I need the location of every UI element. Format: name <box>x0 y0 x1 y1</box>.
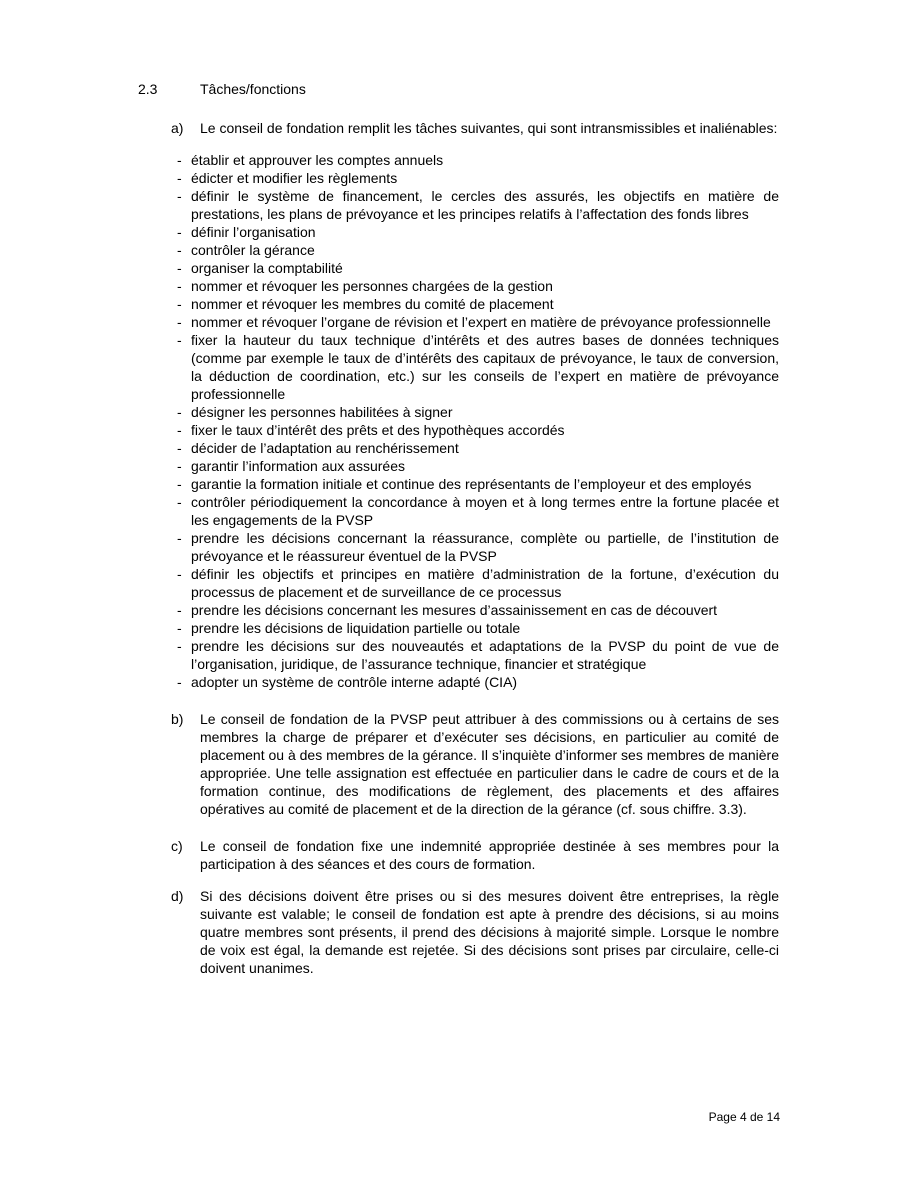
dash-bullet: - <box>177 638 182 654</box>
task-text: fixer la hauteur du taux technique d’intérêts et des autres bases de données techniques (comme par exemple le taux de d’intérêts des capitaux de prévoyance, le taux de conversion, la déduction de coordination, etc.) sur les conseils de l’expert en matière de prévoyance professionnelle <box>191 332 779 402</box>
task-text: prendre les décisions concernant la réassurance, complète ou partielle, de l’institution de prévoyance et le réassureur éventuel de la PVSP <box>191 530 779 564</box>
list-item <box>138 331 780 403</box>
dash-bullet: - <box>177 296 182 312</box>
task-text: définir l’organisation <box>191 224 316 240</box>
list-item <box>138 439 780 457</box>
dash-bullet: - <box>177 674 182 690</box>
list-item <box>138 151 780 169</box>
paragraph-b <box>138 710 780 818</box>
dash-bullet: - <box>177 260 182 276</box>
paragraph-d <box>138 887 780 977</box>
task-text: définir les objectifs et principes en matière d’administration de la fortune, d’exécution du processus de placement et de surveillance de ce processus <box>191 566 779 600</box>
dash-bullet: - <box>177 170 182 186</box>
paragraph-d-label: d) <box>171 888 184 904</box>
dash-bullet: - <box>177 440 182 456</box>
task-text: définir le système de financement, le cercles des assurés, les objectifs en matière de prestations, les plans de prévoyance et les principes relatifs à l’affectation des fonds libres <box>191 188 779 222</box>
paragraph-a-label: a) <box>171 120 184 136</box>
list-item <box>138 277 780 295</box>
list-item <box>138 673 780 691</box>
paragraph-b-text: Le conseil de fondation de la PVSP peut attribuer à des commissions ou à certains de ses membres la charge de préparer et d’exécuter ses décisions, en particulier au comité de placement ou à des membres de la gérance. Il s’inquiète d’informer ses membres de manière appropriée. Une telle assignation est effectuée en particulier dans le cadre de cours et de la formation continue, des modifications de règlement, des placements et des affaires opératives au comité de placement et de la direction de la gérance (cf. sous chiffre. 3.3). <box>200 711 779 817</box>
dash-bullet: - <box>177 602 182 618</box>
list-item <box>138 421 780 439</box>
list-item <box>138 529 780 565</box>
list-item <box>138 457 780 475</box>
task-text: prendre les décisions concernant les mesures d’assainissement en cas de découvert <box>191 602 718 618</box>
task-text: fixer le taux d’intérêt des prêts et des hypothèques accordés <box>191 422 565 438</box>
task-text: établir et approuver les comptes annuels <box>191 152 444 168</box>
list-item <box>138 187 780 223</box>
dash-bullet: - <box>177 566 182 582</box>
paragraph-c-label: c) <box>171 838 183 854</box>
list-item <box>138 601 780 619</box>
dash-bullet: - <box>177 530 182 546</box>
task-text: adopter un système de contrôle interne adapté (CIA) <box>191 674 518 690</box>
dash-bullet: - <box>177 152 182 168</box>
dash-bullet: - <box>177 314 182 330</box>
list-item <box>138 313 780 331</box>
list-item <box>138 493 780 529</box>
dash-bullet: - <box>177 422 182 438</box>
section-number: 2.3 <box>138 81 158 97</box>
task-text: prendre les décisions de liquidation partielle ou totale <box>191 620 521 636</box>
dash-bullet: - <box>177 476 182 492</box>
task-text: nommer et révoquer l’organe de révision et l’expert en matière de prévoyance professionnelle <box>191 314 771 330</box>
paragraph-d-text: Si des décisions doivent être prises ou si des mesures doivent être entreprises, la règle suivante est valable; le conseil de fondation est apte à prendre des décisions, si au moins quatre membres sont présents, il prend des décisions à majorité simple. Lorsque le nombre de voix est égal, la demande est rejetée. Si des décisions sont prises par circulaire, celle-ci doivent unanimes. <box>200 888 779 976</box>
list-item <box>138 295 780 313</box>
task-text: nommer et révoquer les membres du comité de placement <box>191 296 554 312</box>
task-text: contrôler périodiquement la concordance à moyen et à long termes entre la fortune placée et les engagements de la PVSP <box>191 494 779 528</box>
list-item <box>138 223 780 241</box>
dash-bullet: - <box>177 494 182 510</box>
task-text: garantir l’information aux assurées <box>191 458 405 474</box>
list-item <box>138 637 780 673</box>
list-item <box>138 475 780 493</box>
list-item <box>138 241 780 259</box>
paragraph-c <box>138 837 780 873</box>
list-item <box>138 565 780 601</box>
dash-bullet: - <box>177 404 182 420</box>
paragraph-a-text: Le conseil de fondation remplit les tâches suivantes, qui sont intransmissibles et inaliénables: <box>200 120 778 136</box>
list-item <box>138 169 780 187</box>
task-text: désigner les personnes habilitées à signer <box>191 404 453 420</box>
dash-bullet: - <box>177 224 182 240</box>
dash-bullet: - <box>177 188 182 204</box>
paragraph-a <box>138 119 780 137</box>
paragraph-b-label: b) <box>171 711 184 727</box>
dash-bullet: - <box>177 620 182 636</box>
task-text: contrôler la gérance <box>191 242 315 258</box>
section-title: Tâches/fonctions <box>200 81 306 97</box>
document-content <box>138 80 780 977</box>
task-text: prendre les décisions sur des nouveautés et adaptations de la PVSP du point de vue de l’organisation, juridique, de l’assurance technique, financier et stratégique <box>191 638 779 672</box>
task-text: garantie la formation initiale et continue des représentants de l’employeur et des employés <box>191 476 752 492</box>
task-list <box>138 151 780 691</box>
section-heading <box>138 80 780 98</box>
list-item <box>138 259 780 277</box>
task-text: nommer et révoquer les personnes chargées de la gestion <box>191 278 553 294</box>
dash-bullet: - <box>177 458 182 474</box>
task-text: organiser la comptabilité <box>191 260 343 276</box>
list-item <box>138 619 780 637</box>
dash-bullet: - <box>177 242 182 258</box>
page-number: Page 4 de 14 <box>708 1110 780 1124</box>
dash-bullet: - <box>177 332 182 348</box>
task-text: décider de l’adaptation au renchérissement <box>191 440 459 456</box>
task-text: édicter et modifier les règlements <box>191 170 398 186</box>
list-item <box>138 403 780 421</box>
dash-bullet: - <box>177 278 182 294</box>
paragraph-c-text: Le conseil de fondation fixe une indemnité appropriée destinée à ses membres pour la participation à des séances et des cours de formation. <box>200 838 779 872</box>
page-footer <box>138 1110 780 1124</box>
